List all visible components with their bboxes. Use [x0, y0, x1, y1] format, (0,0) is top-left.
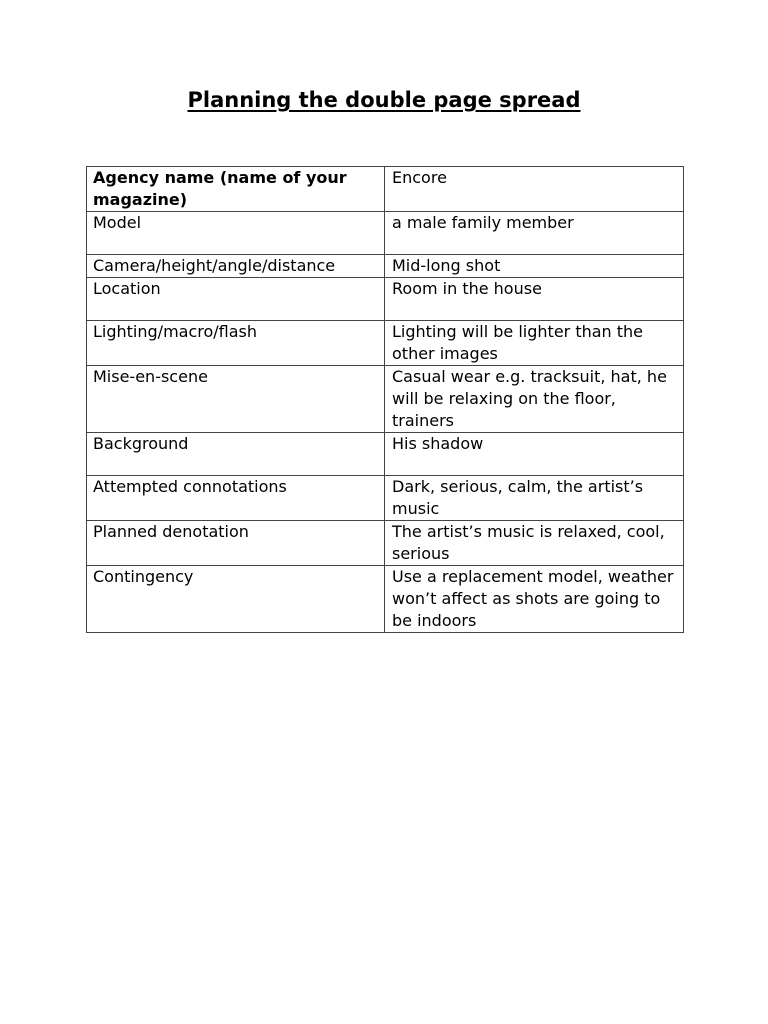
page-title — [0, 86, 768, 114]
row-value-agency-name: Encore — [385, 167, 684, 212]
table-row — [87, 167, 684, 212]
row-label-camera: Camera/height/angle/distance — [87, 255, 385, 278]
row-value-lighting: Lighting will be lighter than the other images — [385, 321, 684, 366]
row-label-agency-name: Agency name (name of your magazine) — [87, 167, 385, 212]
row-label-background: Background — [87, 433, 385, 476]
row-label-contingency: Contingency — [87, 566, 385, 633]
table-row — [87, 433, 684, 476]
table-row — [87, 566, 684, 633]
table-row — [87, 255, 684, 278]
row-label-attempted-connotations: Attempted connotations — [87, 476, 385, 521]
row-label-lighting: Lighting/macro/flash — [87, 321, 385, 366]
row-value-location: Room in the house — [385, 278, 684, 321]
row-value-camera: Mid-long shot — [385, 255, 684, 278]
planning-table — [86, 166, 684, 633]
table-row — [87, 321, 684, 366]
row-value-planned-denotation: The artist’s music is relaxed, cool, serious — [385, 521, 684, 566]
page-title-text: Planning the double page spread — [187, 88, 581, 112]
table-row — [87, 366, 684, 433]
row-label-model: Model — [87, 212, 385, 255]
row-value-mise-en-scene: Casual wear e.g. tracksuit, hat, he will be relaxing on the floor, trainers — [385, 366, 684, 433]
table-row — [87, 278, 684, 321]
row-value-background: His shadow — [385, 433, 684, 476]
row-value-contingency: Use a replacement model, weather won’t affect as shots are going to be indoors — [385, 566, 684, 633]
row-label-mise-en-scene: Mise-en-scene — [87, 366, 385, 433]
row-label-location: Location — [87, 278, 385, 321]
row-value-model: a male family member — [385, 212, 684, 255]
row-value-attempted-connotations: Dark, serious, calm, the artist’s music — [385, 476, 684, 521]
table-row — [87, 476, 684, 521]
table-row — [87, 212, 684, 255]
row-label-planned-denotation: Planned denotation — [87, 521, 385, 566]
table-row — [87, 521, 684, 566]
